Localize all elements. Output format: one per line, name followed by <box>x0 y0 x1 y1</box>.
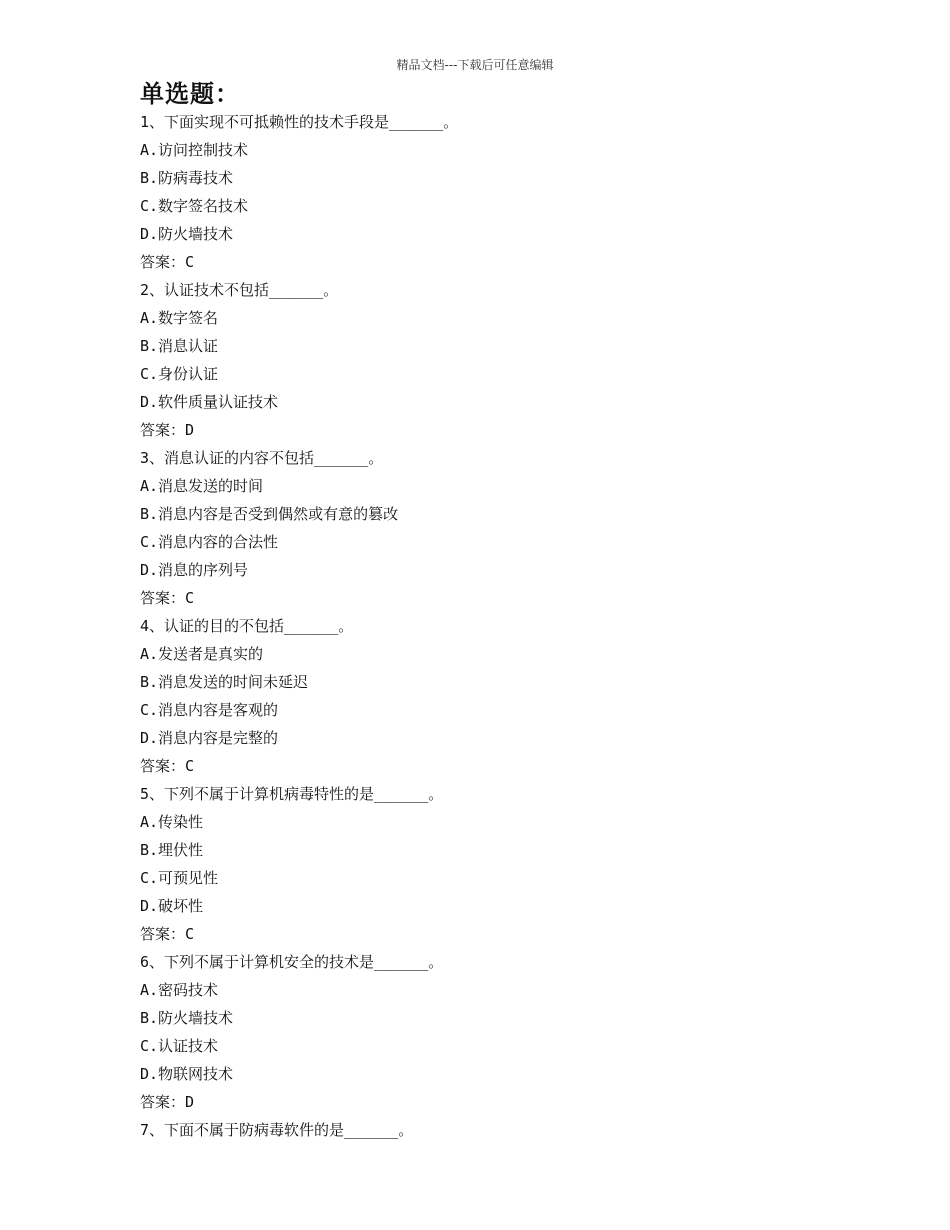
question-text: 2、认证技术不包括______。 <box>140 281 339 299</box>
answer-option: D.物联网技术 <box>140 1065 234 1083</box>
answer-option: B.消息发送的时间未延迟 <box>140 673 309 691</box>
answer-option: A.密码技术 <box>140 981 219 999</box>
question-block <box>140 276 840 444</box>
answer-option: C.消息内容的合法性 <box>140 533 279 551</box>
answer-key: 答案：D <box>140 421 195 439</box>
answer-option: D.破坏性 <box>140 897 204 915</box>
question-list <box>140 108 840 1144</box>
question-text: 3、消息认证的内容不包括______。 <box>140 449 384 467</box>
answer-key: 答案：C <box>140 589 195 607</box>
answer-option: B.消息内容是否受到偶然或有意的篡改 <box>140 505 399 523</box>
answer-option: C.认证技术 <box>140 1037 219 1055</box>
answer-option: C.数字签名技术 <box>140 197 249 215</box>
answer-option: A.访问控制技术 <box>140 141 249 159</box>
question-block <box>140 444 840 612</box>
question-text: 4、认证的目的不包括______。 <box>140 617 354 635</box>
answer-key: 答案：C <box>140 253 195 271</box>
answer-option: A.消息发送的时间 <box>140 477 264 495</box>
question-text: 6、下列不属于计算机安全的技术是______。 <box>140 953 444 971</box>
question-text: 1、下面实现不可抵赖性的技术手段是______。 <box>140 113 459 131</box>
question-text: 7、下面不属于防病毒软件的是______。 <box>140 1121 414 1139</box>
answer-key: 答案：C <box>140 757 195 775</box>
answer-key: 答案：D <box>140 1093 195 1111</box>
question-text: 5、下列不属于计算机病毒特性的是______。 <box>140 785 444 803</box>
question-block <box>140 780 840 948</box>
answer-option: B.防火墙技术 <box>140 1009 234 1027</box>
answer-option: A.数字签名 <box>140 309 219 327</box>
answer-option: C.可预见性 <box>140 869 219 887</box>
answer-option: B.消息认证 <box>140 337 219 355</box>
answer-key: 答案：C <box>140 925 195 943</box>
answer-option: D.消息内容是完整的 <box>140 729 279 747</box>
section-title: 单选题： <box>140 80 240 108</box>
page-header: 精品文档---下载后可任意编辑 <box>396 58 554 72</box>
answer-option: B.埋伏性 <box>140 841 204 859</box>
question-block <box>140 1116 840 1144</box>
question-block <box>140 108 840 276</box>
question-block <box>140 612 840 780</box>
answer-option: C.消息内容是客观的 <box>140 701 279 719</box>
answer-option: B.防病毒技术 <box>140 169 234 187</box>
answer-option: A.传染性 <box>140 813 204 831</box>
answer-option: D.防火墙技术 <box>140 225 234 243</box>
question-block <box>140 948 840 1116</box>
answer-option: C.身份认证 <box>140 365 219 383</box>
answer-option: D.软件质量认证技术 <box>140 393 279 411</box>
answer-option: D.消息的序列号 <box>140 561 249 579</box>
answer-option: A.发送者是真实的 <box>140 645 264 663</box>
